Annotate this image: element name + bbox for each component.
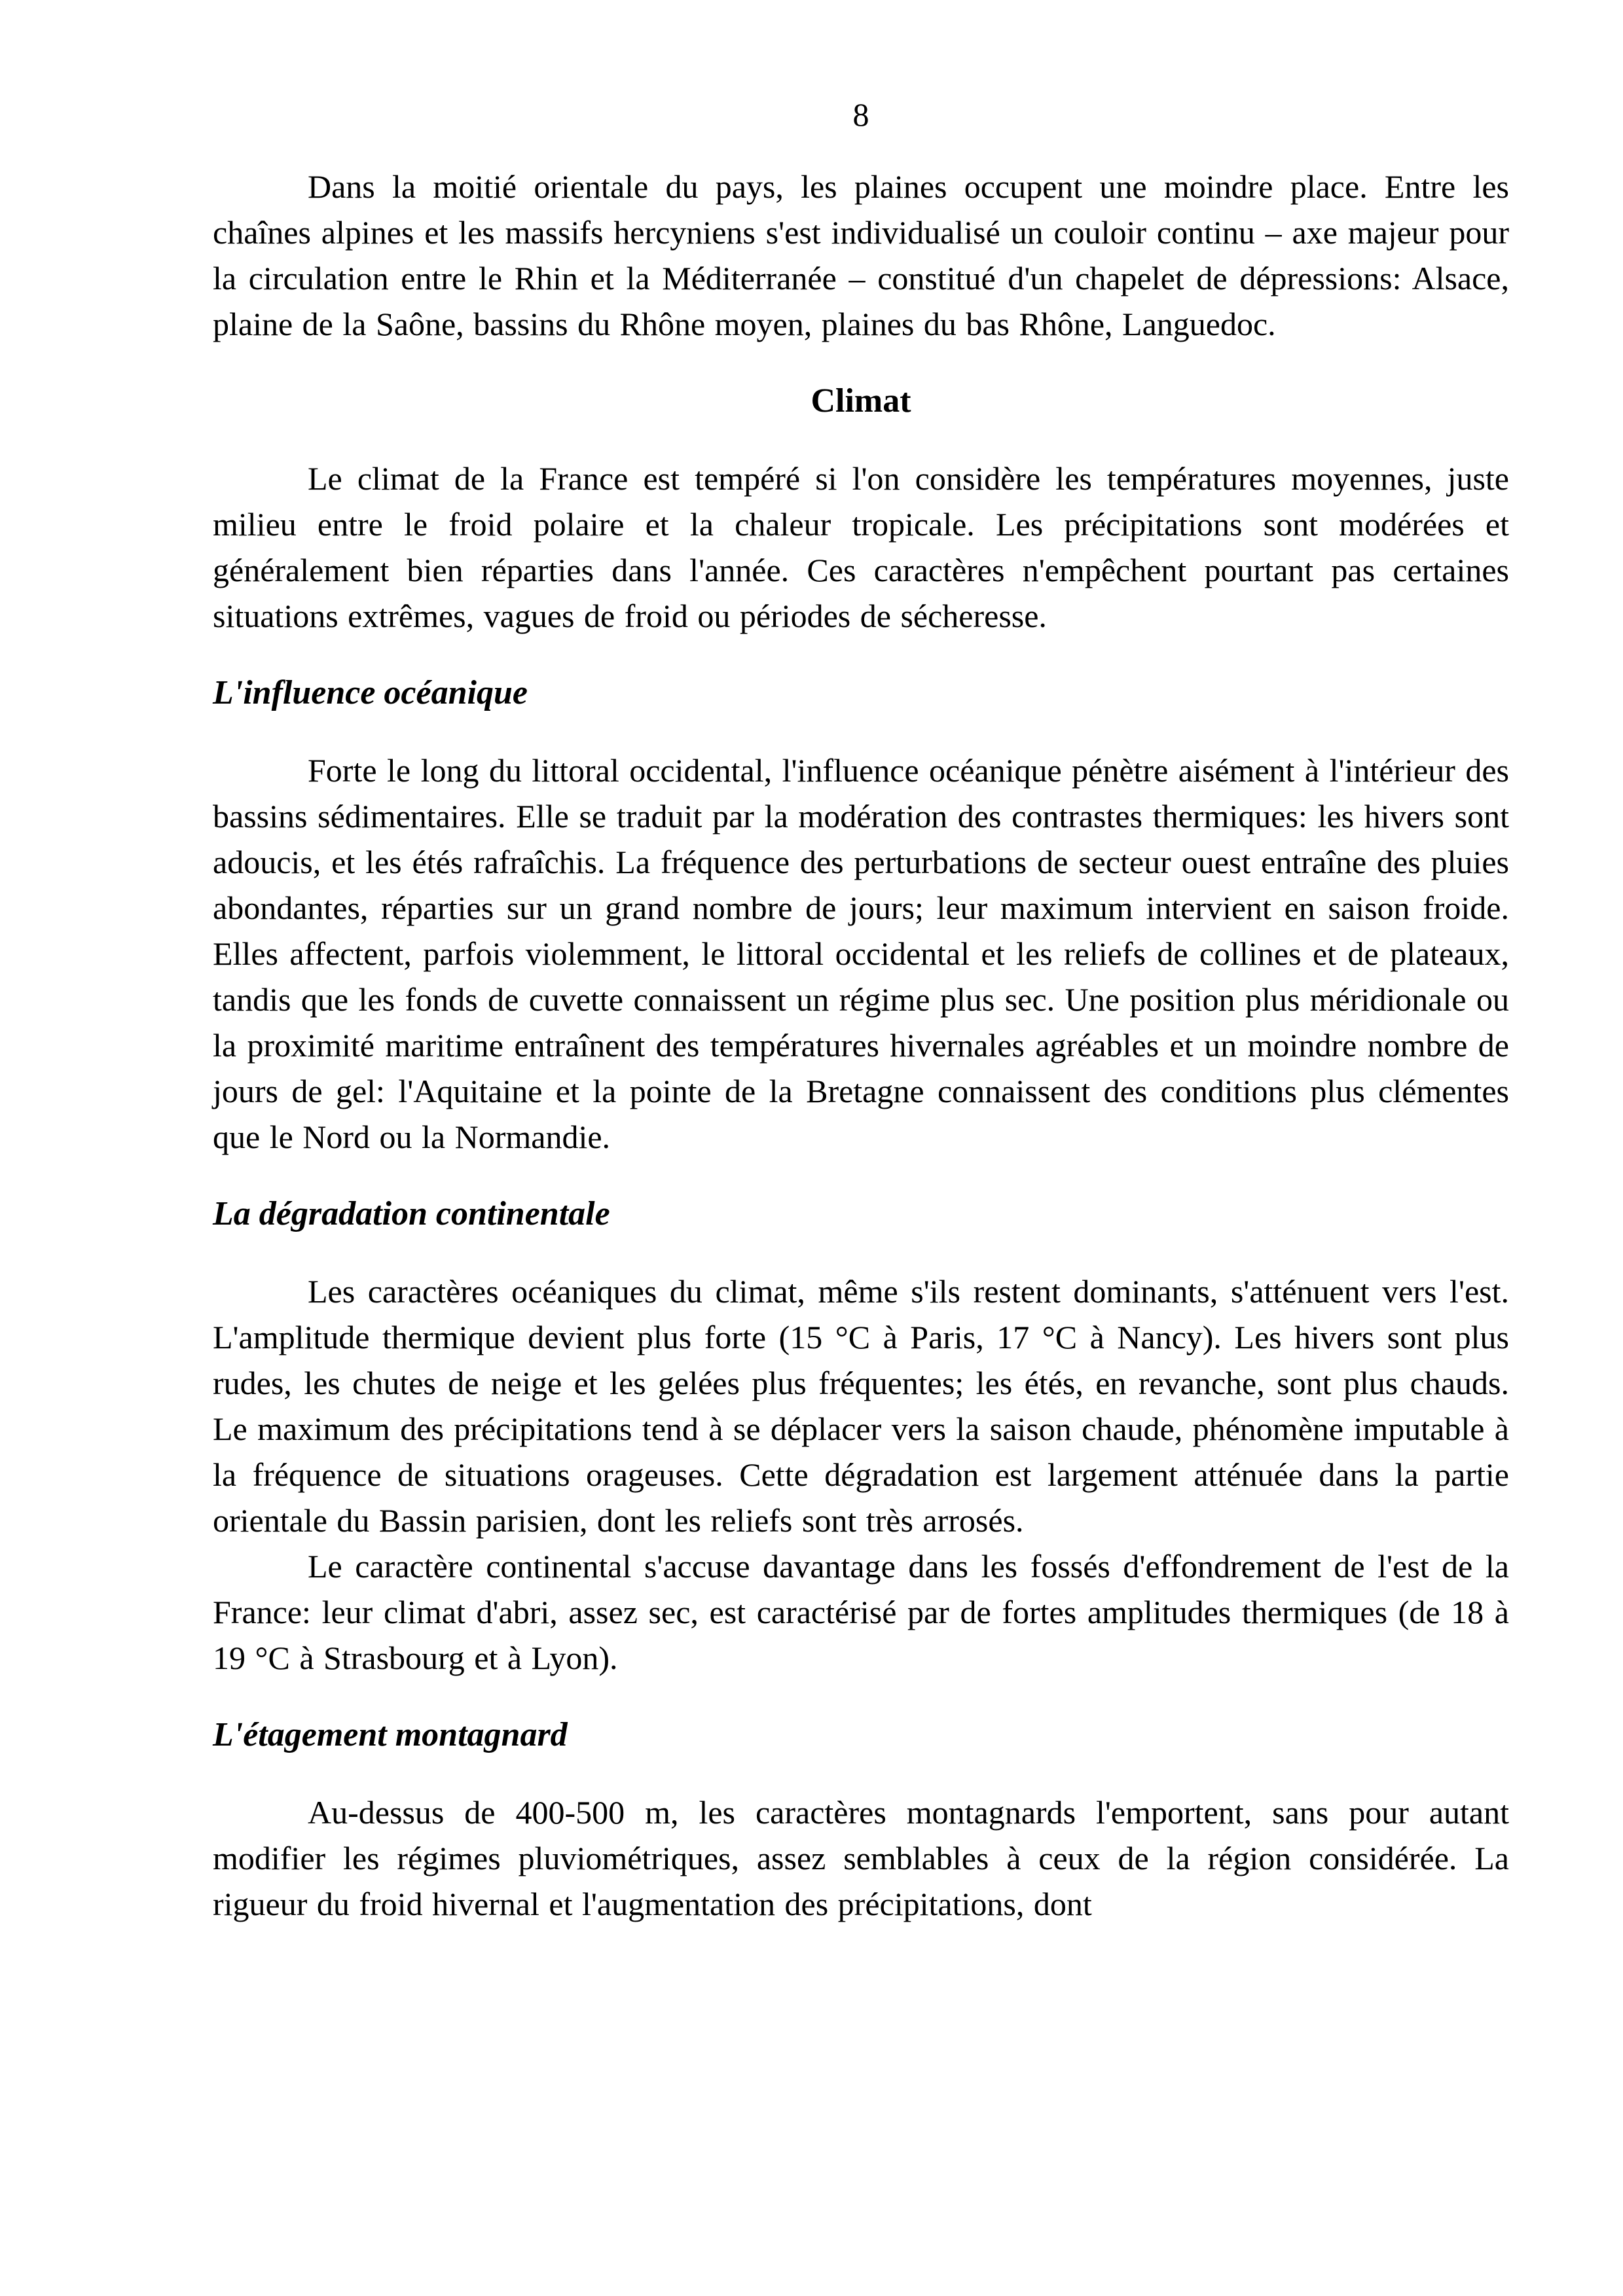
page-number: 8 — [852, 96, 869, 133]
section-paragraph-degradation-1: Les caractères océaniques du climat, même s'ils restent dominants, s'atténuent vers l'est. L'amplitude thermique devient plus forte (15 °C à Paris, 17 °C à Nancy). Les hivers sont plus rudes, les chutes de neige et les gelées plus fréquentes; les étés, en revanche, sont plus chauds. Le maximum des précipitations tend à se déplacer vers la saison chaude, phénomène imputable à la fréquence de situations orageuses. Cette dégradation est largement atténuée dans la partie orientale du Bassin parisien, dont les reliefs sont très arrosés. — [213, 1273, 1509, 1539]
section-paragraph-degradation-2: Le caractère continental s'accuse davantage dans les fossés d'effondrement de l'est de la France: leur climat d'abri, assez sec, est caractérisé par de fortes amplitudes thermiques (de 18 à 19 °C à Strasbourg et à Lyon). — [213, 1548, 1509, 1676]
main-heading-climat: Climat — [811, 382, 911, 420]
intro-paragraph: Dans la moitié orientale du pays, les plaines occupent une moindre place. Entre les chaînes alpines et les massifs hercyniens s'est individualisé un couloir continu – axe majeur pour la circulation entre le Rhin et la Méditerranée – constitué d'un chapelet de dépressions: Alsace, plaine de la Saône, bassins du Rhône moyen, plaines du bas Rhône, Languedoc. — [213, 168, 1509, 342]
section-paragraph-etagement: Au-dessus de 400-500 m, les caractères montagnards l'emportent, sans pour autant modifier les régimes pluviométriques, assez semblables à ceux de la région considérée. La rigueur du froid hivernal et l'augmentation des précipitations, dont — [213, 1794, 1509, 1922]
climate-intro-paragraph: Le climat de la France est tempéré si l'on considère les températures moyennes, juste milieu entre le froid polaire et la chaleur tropicale. Les précipitations sont modérées et généralement bien réparties dans l'année. Ces caractères n'empêchent pourtant pas certaines situations extrêmes, vagues de froid ou périodes de sécheresse. — [213, 460, 1509, 634]
section-paragraph-influence-oceanique: Forte le long du littoral occidental, l'influence océanique pénètre aisément à l'intérieur des bassins sédimentaires. Elle se traduit par la modération des contrastes thermiques: les hivers sont adoucis, et les étés rafraîchis. La fréquence des perturbations de secteur ouest entraîne des pluies abondantes, réparties sur un grand nombre de jours; leur maximum intervient en saison froide. Elles affectent, parfois violemment, le littoral occidental et les reliefs de collines et de plateaux, tandis que les fonds de cuvette connaissent un régime plus sec. Une position plus méridionale ou la proximité maritime entraînent des températures hivernales agréables et un moindre nombre de jours de gel: l'Aquitaine et la pointe de la Bretagne connaissent des conditions plus clémentes que le Nord ou la Normandie. — [213, 752, 1509, 1155]
section-heading-degradation-continentale: La dégradation continentale — [213, 1195, 610, 1232]
section-heading-influence-oceanique: L'influence océanique — [213, 674, 528, 711]
section-heading-etagement-montagnard: L'étagement montagnard — [213, 1716, 568, 1753]
